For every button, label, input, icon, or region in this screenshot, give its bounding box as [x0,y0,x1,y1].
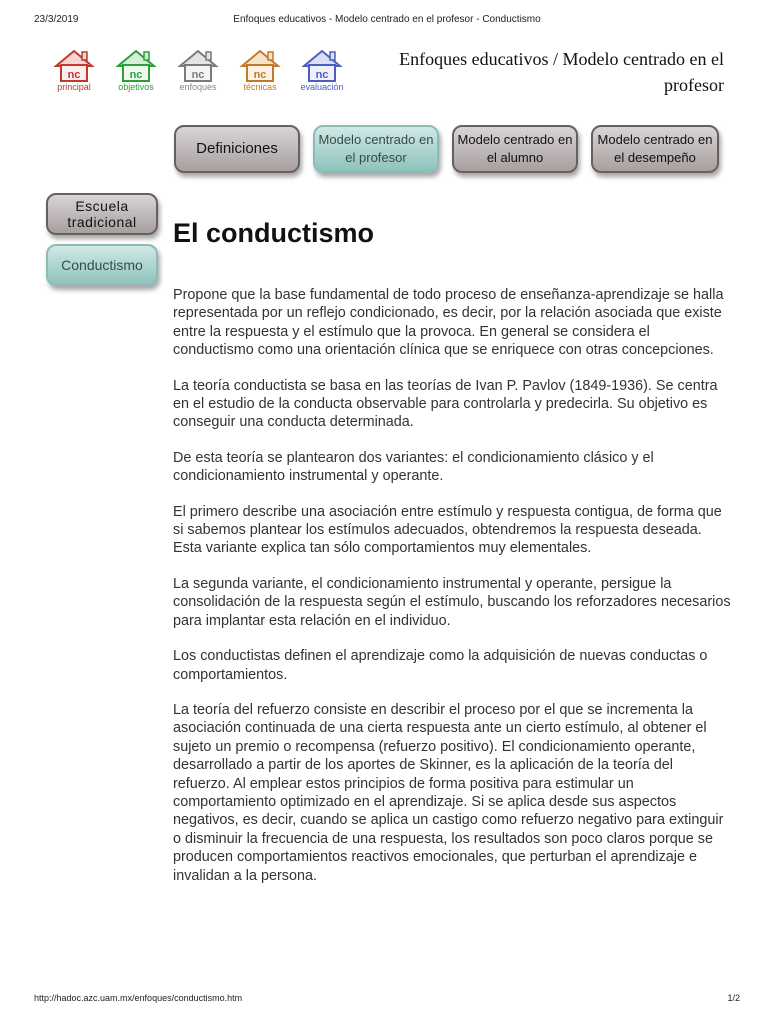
house-icon [114,48,158,82]
svg-text:nc: nc [191,69,205,81]
paragraph: La segunda variante, el condicionamiento instrumental y operante, persigue la consolidación de la respuesta según el estímulo, buscando los reforzadores necesarios para implantar esta relación en el individuo. [173,575,731,629]
page-number: 1/2 [727,993,740,1003]
tab-modelo-alumno[interactable] [452,125,578,173]
tab-label: Modelo centrado en el desempeño [597,132,713,165]
print-footer [34,993,740,1007]
nav-item-evaluacion[interactable] [292,48,352,102]
sidebar-item-escuela-tradicional[interactable] [46,193,158,235]
svg-text:nc: nc [67,69,81,81]
tab-label: Definiciones [196,140,278,157]
paragraph: La teoría del refuerzo consiste en describir el proceso por el que se incrementa la asociación continuada de una cierta respuesta ante un cierto estímulo, al obtener el sujeto un premio o recompensa (refuerzo positivo). El condicionamiento operante, desarrollado a partir de los aportes de Skinner, es la aplicación de la teoría del refuerzo. Al emplear estos principios de forma positiva para estimular un comportamiento optimizado en el aprendizaje. Si se aplica desde sus aspectos negativos, es decir, cuando se aplica un castigo como refuerzo negativo para extinguir o disminuir la frecuencia de una respuesta, los resultados son poco claros porque se producen comportamientos reactivos emocionales, que perturban el aprendizaje e invalidan a la persona. [173,701,724,884]
nav-item-principal[interactable] [44,48,104,102]
paragraph: El primero describe una asociación entre estímulo y respuesta contigua, de forma que si sabemos plantear los estímulos adecuados, obtendremos la respuesta deseada. Esta variante explica tan sólo comportamientos muy elementales. [173,503,722,557]
tab-label: Modelo centrado en el profesor [318,132,434,165]
nav-label: evaluación [300,82,344,92]
nav-label: enfoques [179,82,217,92]
paragraph: Propone que la base fundamental de todo proceso de enseñanza-aprendizaje se halla representada por un reflejo condicionado, es decir, por la relación asociada que existe entre la respuesta y el estímulo que la provoca. En general se considera el conductismo como una orientación clínica que se enriquece con otras concepciones. [173,287,724,359]
print-url: http://hadoc.azc.uam.mx/enfoques/conductismo.htm [34,993,243,1003]
house-icon [176,48,220,82]
paragraph: De esta teoría se plantearon dos variantes: el condicionamiento clásico y el condicionamiento instrumental y operante. [173,449,654,485]
house-icon [52,48,96,82]
svg-text:nc: nc [129,69,143,81]
site-title: Enfoques educativos / Modelo centrado en el profesor [399,49,724,95]
svg-text:nc: nc [315,69,329,81]
tab-modelo-profesor[interactable] [313,125,439,173]
page-title: El conductismo [173,218,375,248]
house-icon [238,48,282,82]
nav-item-objetivos[interactable] [106,48,166,102]
nav-label: técnicas [243,82,277,92]
tab-modelo-desempeno[interactable] [591,125,719,173]
nav-item-enfoques[interactable] [168,48,228,102]
sidebar-item-label: Escuela tradicional [67,198,137,230]
paragraph: La teoría conductista se basa en las teorías de Ivan P. Pavlov (1849-1936). Se centra en el estudio de la conducta observable para controlarla y predecirla. Su objetivo es conseguir una conducta determinada. [173,377,718,431]
print-header [34,14,740,30]
print-doc-title: Enfoques educativos - Modelo centrado en el profesor - Conductismo [233,14,541,25]
house-icon [300,48,344,82]
nav-label: principal [57,82,91,92]
sidebar-item-conductismo[interactable] [46,244,158,286]
nav-item-tecnicas[interactable] [230,48,290,102]
sidebar-item-label: Conductismo [61,257,143,273]
tab-label: Modelo centrado en el alumno [457,132,573,165]
paragraph: Los conductistas definen el aprendizaje como la adquisición de nuevas conductas o comportamientos. [173,648,708,683]
article-body [173,286,733,902]
svg-text:nc: nc [253,69,267,81]
print-date: 23/3/2019 [34,14,79,25]
nav-label: objetivos [118,82,154,92]
tab-definiciones[interactable] [174,125,300,173]
